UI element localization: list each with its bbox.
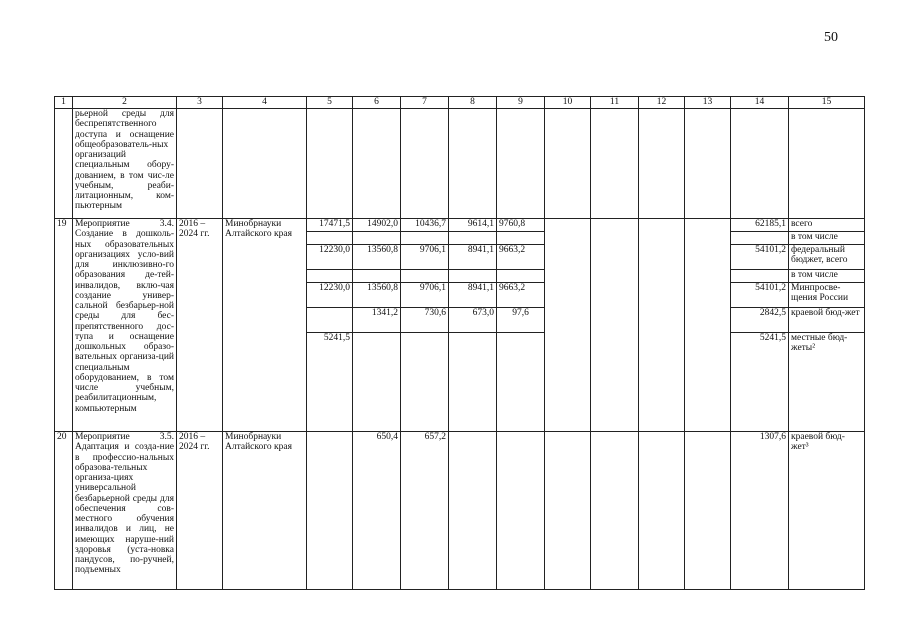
total [731, 232, 788, 245]
page-number: 50 [824, 30, 838, 45]
col14-cell [731, 219, 789, 432]
header-row [55, 97, 865, 109]
total [731, 270, 788, 283]
executor: Минобрнауки Алтайского края [223, 219, 307, 432]
value: 9706,1 [401, 283, 448, 308]
col-header: 6 [353, 97, 401, 109]
value: 650,4 [353, 432, 401, 590]
program-table [54, 96, 865, 590]
col5-cell [307, 219, 353, 432]
value: 14902,0 [353, 219, 400, 232]
col-header: 7 [401, 97, 449, 109]
col9-cell [497, 219, 545, 432]
col7-cell [401, 219, 449, 432]
col8-cell [449, 219, 497, 432]
funding-source: в том числе [789, 232, 864, 245]
funding-source: краевой бюд-жет [789, 308, 864, 333]
col6-cell [353, 219, 401, 432]
measure-name: Мероприятие 3.5. Адаптация и созда-ние в профессио-нальных образова-тельных организа-циях универсальной безбарьерной среды для обеспечения сов-местного обучения инвалидов и лиц, не имеющих наруше-ний здоровья (уста-новка пандусов, по-ручней, подъемных [73, 432, 177, 590]
funding-source: всего [789, 219, 864, 232]
col-header: 9 [497, 97, 545, 109]
value: 13560,8 [353, 283, 400, 308]
total: 54101,2 [731, 245, 788, 270]
funding-source: в том числе [789, 270, 864, 283]
col-header: 10 [545, 97, 591, 109]
period: 2016 – 2024 гг. [177, 432, 223, 590]
value [449, 270, 496, 283]
value: 13560,8 [353, 245, 400, 270]
col-header: 8 [449, 97, 497, 109]
value: 97,6 [497, 308, 544, 333]
value [497, 432, 545, 590]
col-header: 3 [177, 97, 223, 109]
value [307, 270, 352, 283]
total: 2842,5 [731, 308, 788, 333]
value: 9706,1 [401, 245, 448, 270]
value: 9663,2 [497, 283, 544, 308]
value: 8941,1 [449, 283, 496, 308]
col-header: 13 [685, 97, 731, 109]
value [307, 308, 352, 333]
value: 9760,8 [497, 219, 544, 232]
value: 9663,2 [497, 245, 544, 270]
col-header: 2 [73, 97, 177, 109]
col-header: 15 [789, 97, 865, 109]
value [353, 270, 400, 283]
table-row [55, 109, 865, 219]
table-row [55, 219, 865, 432]
col15-cell [789, 219, 865, 432]
funding-source: местные бюд-жеты² [791, 333, 848, 354]
funding-source: Минпросве-щения России [789, 283, 864, 308]
value [401, 270, 448, 283]
value [401, 232, 448, 245]
value: 5241,5 [323, 333, 350, 343]
measure-name: Мероприятие 3.4. Создание в дошколь-ных образовательных организациях усло-вий для инклюзивно-го образования де-тей-инвалидов, вклю-чая создание универ-сальной безбарьер-ной среды для бес-препятственного дос-тупа и оснащение дошкольных образо-вательных организа-ций специальным оборудованием, в том числе учебным, реабилитационным, компьютерным [73, 219, 177, 432]
value [497, 270, 544, 283]
period: 2016 – 2024 гг. [177, 219, 223, 432]
funding-source: краевой бюд-жет³ [789, 432, 865, 590]
funding-source: федеральный бюджет, всего [789, 245, 864, 270]
value: 10436,7 [401, 219, 448, 232]
value: 12230,0 [307, 245, 352, 270]
value [449, 232, 496, 245]
value: 12230,0 [307, 283, 352, 308]
value: 8941,1 [449, 245, 496, 270]
total: 5241,5 [759, 333, 786, 343]
value: 673,0 [449, 308, 496, 333]
value: 9614,1 [449, 219, 496, 232]
value: 730,6 [401, 308, 448, 333]
total: 1307,6 [731, 432, 789, 590]
value [307, 432, 353, 590]
row-number: 19 [55, 219, 73, 432]
col-header: 12 [639, 97, 685, 109]
value [449, 432, 497, 590]
col-header: 14 [731, 97, 789, 109]
value [307, 232, 352, 245]
col-header: 1 [55, 97, 73, 109]
value [497, 232, 544, 245]
col-header: 11 [591, 97, 639, 109]
table-row [55, 432, 865, 590]
value: 17471,5 [307, 219, 352, 232]
col-header: 5 [307, 97, 353, 109]
row-number: 20 [55, 432, 73, 590]
continuation-text: рьерной среды для беспрепятственного доступа и оснащение общеобразователь-ных организаций специальным обору-дованием, в том чис-ле учебным, реаби-литационным, ком-пьютерным [73, 109, 177, 219]
col-header: 4 [223, 97, 307, 109]
executor: Минобрнауки Алтайского края [223, 432, 307, 590]
value [353, 232, 400, 245]
total: 62185,1 [731, 219, 788, 232]
value: 657,2 [401, 432, 449, 590]
total: 54101,2 [731, 283, 788, 308]
value: 1341,2 [353, 308, 400, 333]
